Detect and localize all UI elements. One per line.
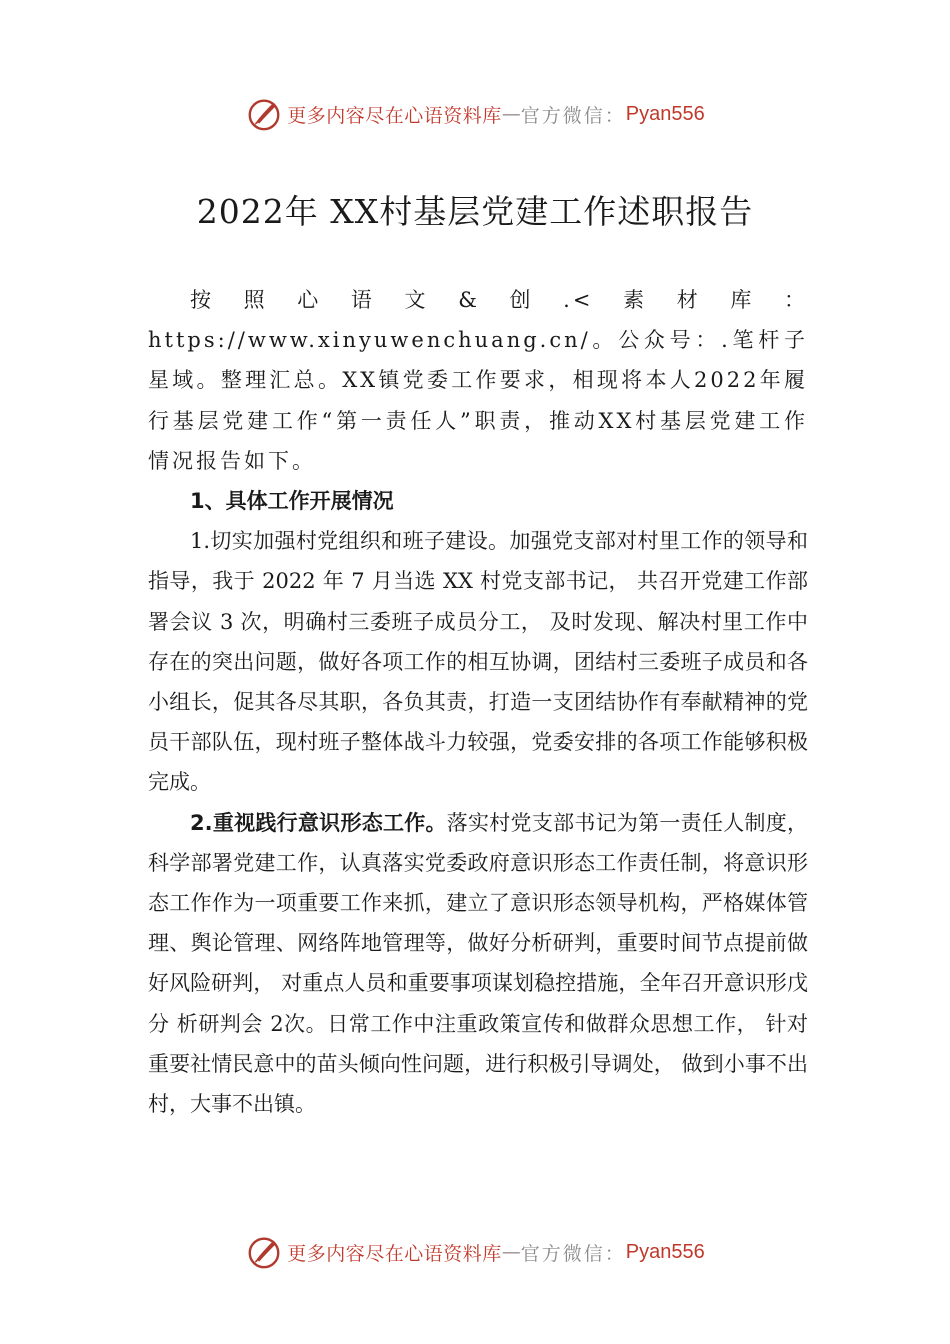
watermark-banner-bottom	[0, 1230, 950, 1274]
document-title: 2022年 XX村基层党建工作述职报告	[196, 192, 754, 231]
banner-wechat-label: 官方微信：	[520, 104, 626, 127]
paragraph-1: 1.切实加强村党组织和班子建设。加强党支部对村里工作的领导和指导，我于 2022 年 7 月当选 XX 村党支部书记， 共召开党建工作部署会议 3 次，明确村三委班子成员分工， 及时发现、解决村里工作中存在的突出问题，做好各项工作的相互协调，团结村三委班子成员和各小组长，促其各尽其职，各负其责，打造一支团结协作有奉献精神的党员干部队伍，现村班子整体战斗力较强，党委安排的各项工作能够积极完成。	[148, 529, 808, 795]
banner-separator: —	[501, 103, 521, 125]
banner-wechat-label: 官方微信：	[520, 1242, 626, 1265]
watermark-banner-top	[0, 92, 950, 136]
banner-wechat-id: Pyan556	[625, 1240, 705, 1263]
paragraph-2	[148, 803, 808, 1125]
brush-logo-icon	[245, 1233, 283, 1271]
paragraph-2-lead: 2.重视践行意识形态工作。	[190, 810, 447, 835]
banner-wechat-id: Pyan556	[625, 102, 705, 125]
banner-slogan: 更多内容尽在心语资料库	[287, 1242, 502, 1265]
paragraph-2-body: 落实村党支部书记为第一责任人制度，科学部署党建工作，认真落实党委政府意识形态工作责任制，将意识形态工作作为一项重要工作来抓，建立了意识形态领导机构，严格媒体管理、舆论管理、网络阵地管理等，做好分析研判，重要时间节点提前做好风险研判， 对重点人员和重要事项谋划稳控措施，全年召开意识形戊分 析研判会 2次。日常工作中注重政策宣传和做群众思想工作， 针对重要社情民意中的苗头倾向性问题，进行积极引导调处， 做到小事不出村，大事不出镇。	[148, 810, 808, 1117]
intro-paragraph: 按照心语文&创.<素材库：https://www.xinyuwenchuang.cn/。公众号：.笔杆子星域。整理汇总。XX镇党委工作要求，相现将本人2022年履行基层党建工作“第一责任人”职责，推动XX村基层党建工作情况报告如下。	[148, 288, 808, 473]
banner-slogan: 更多内容尽在心语资料库	[287, 104, 502, 127]
section-heading: 1、具体工作开展情况	[190, 489, 394, 514]
brush-logo-icon	[245, 95, 283, 133]
document-body	[148, 280, 808, 1124]
banner-separator: —	[501, 1241, 521, 1263]
